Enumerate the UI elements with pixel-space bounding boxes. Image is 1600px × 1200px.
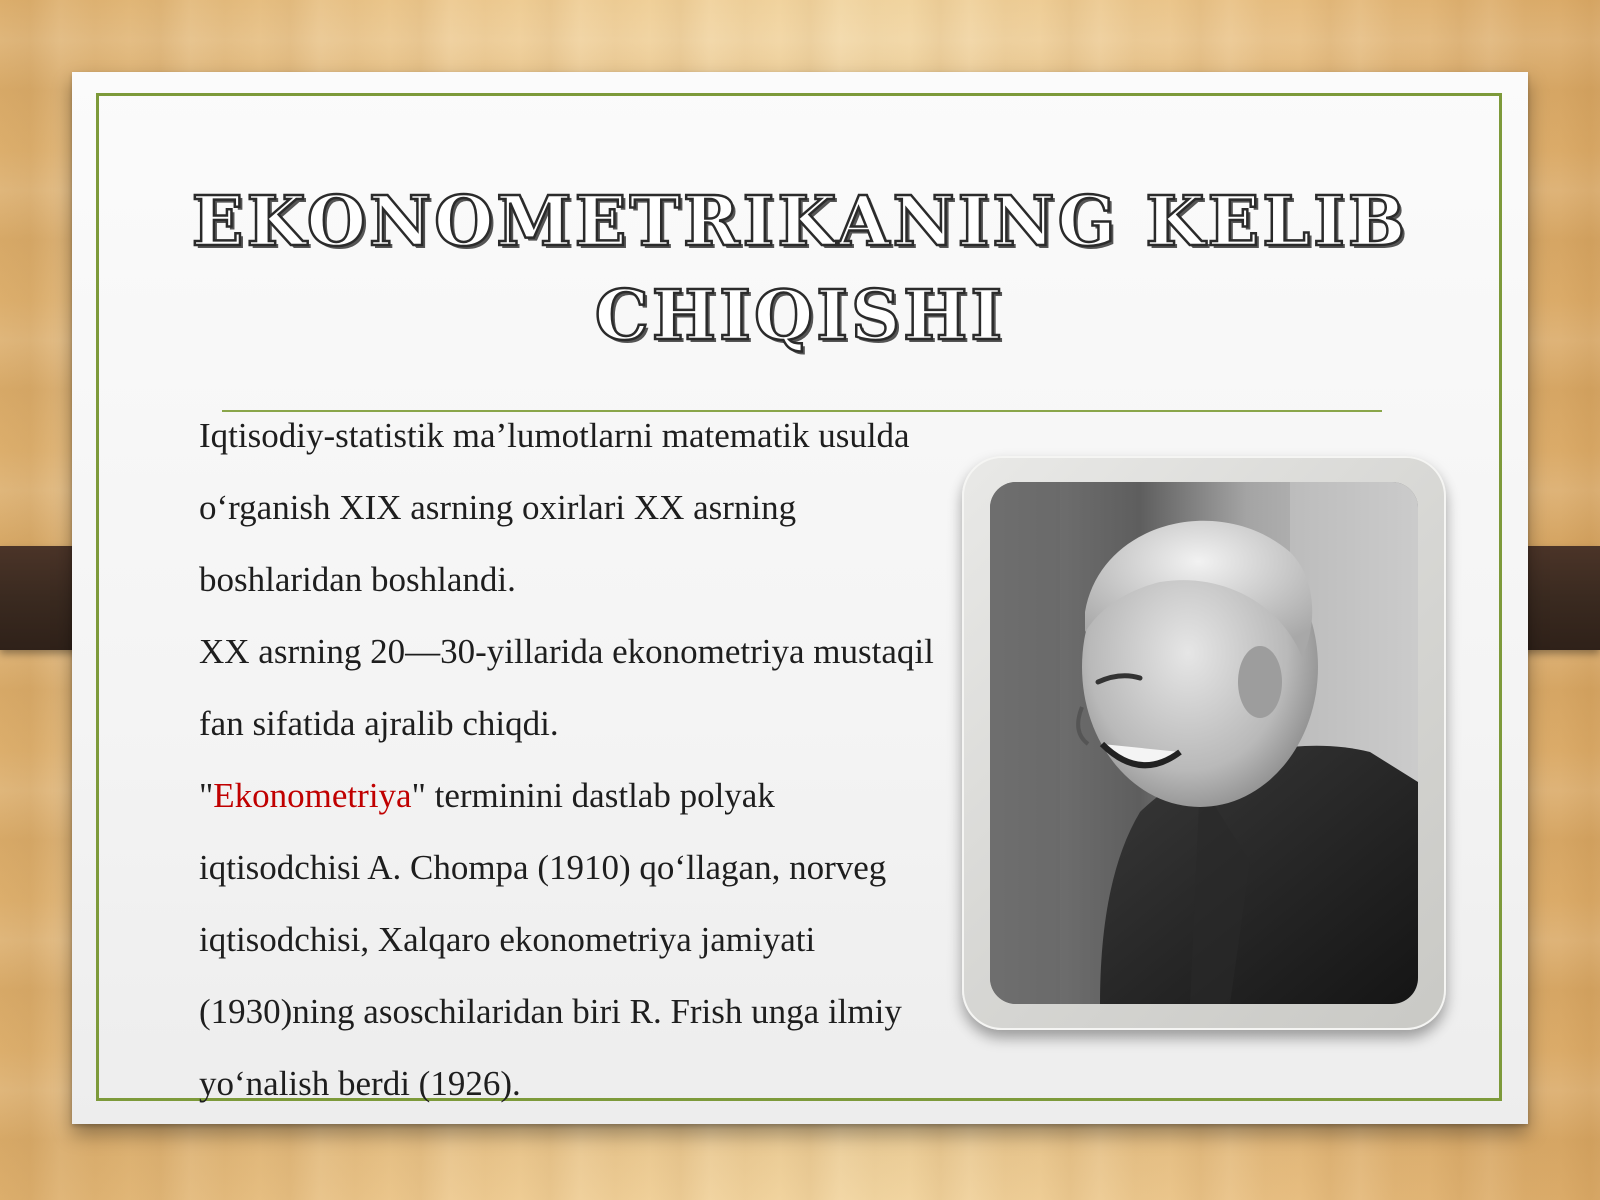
paragraph-3-text: terminini dastlab polyak iqtisodchisi A. Chompa (1910) qo‘llagan, norveg iqtisodchisi, Xalqaro ekonometriya jamiyati (1930)ning asoschilaridan biri R. Frish unga ilmiy yo‘nalish berdi (1926). — [199, 776, 902, 1103]
paragraph-3 — [199, 760, 939, 1120]
title-line-1: EKONOMETRIKANING KELIB — [191, 182, 1409, 262]
paragraph-2: XX asrning 20—30-yillarida ekonometriya mustaqil fan sifatida ajralib chiqdi. — [199, 632, 934, 743]
paragraph-1: Iqtisodiy-statistik ma’lumotlarni matematik usulda o‘rganish XIX asrning oxirlari XX asrning boshlaridan boshlandi. — [199, 416, 910, 599]
slide-title — [160, 175, 1440, 363]
highlighted-term: Ekonometriya — [213, 776, 412, 815]
portrait-photo — [990, 482, 1418, 1004]
photo-frame — [962, 456, 1446, 1030]
title-line-2: CHIQISHI — [594, 276, 1006, 356]
quote-close: " — [411, 776, 426, 815]
portrait-illustration — [990, 482, 1418, 1004]
body-text — [199, 400, 939, 1120]
quote-open: " — [199, 776, 214, 815]
